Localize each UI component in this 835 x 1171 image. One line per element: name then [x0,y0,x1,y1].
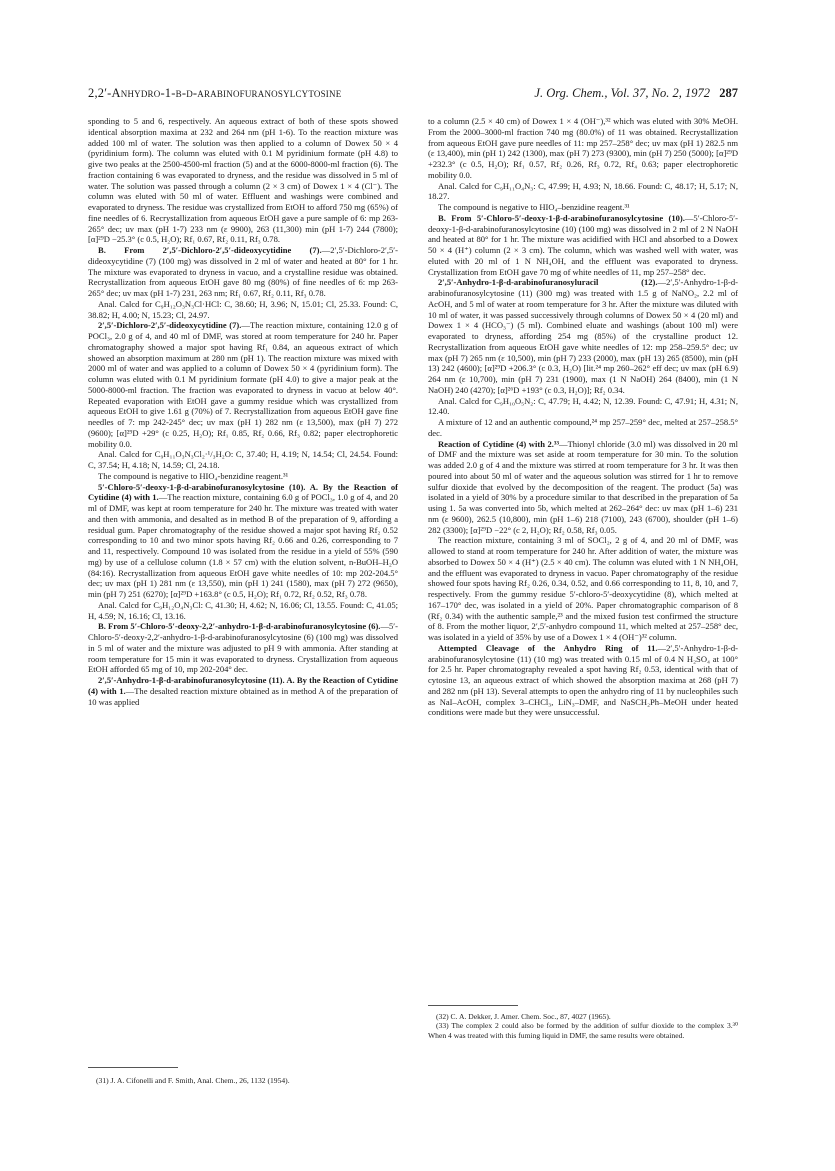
footnote: (32) C. A. Dekker, J. Amer. Chem. Soc., 87, 4027 (1965). [436,1012,611,1021]
paragraph-text: —The desalted reaction mixture obtained as in method A of the preparation of 10 was applied [88,685,399,707]
paragraph: to a column (2.5 × 40 cm) of Dowex 1 × 4 (OH⁻),³² which was eluted with 30% MeOH. From the 2000–3000-ml fraction 740 mg (80.0%) of 11 was obtained. Recrystallization from aqueous EtOH gave pure needles of 11: mp 257–258° dec; uv max (pH 1) 282.5 nm (ε 13,400), min (pH 1) 242 (1300), max (pH 7) 273 (9300), min (pH 7) 250 (5000); [α]²⁹D +232.3° (c 0.5, H₂O); Rf₁ 0.57, Rf₂ 0.26, Rf₃ 0.72, Rf₄ 0.63; paper electrophoretic mobility 0.0. [428,116,738,180]
paragraph: The compound is negative to HIO₄-benzidine reagent.³¹ [98,470,289,481]
paragraph: sponding to 5 and 6, respectively. An aqueous extract of both of these spots showed identical absorption maxima at 232 and 264 nm (pH 1-6). To the reaction mixture was added 100 ml of water. The solution was then applied to a column of Dowex 50 × 4 (pyridinium form). The column was eluted with 0.1 M pyridinium formate (pH 4.8) to give two peaks at the 2500-4500-ml fraction (5) and at the 6000-8000-ml fraction (6). The fraction containing 6 was evaporated to dryness, and the residue was dissolved in 5 ml of water. The solution was passed through a column (2 × 3 cm) of Dowex 1 × 4 (Cl⁻). The column was eluted with 50 ml of water. Effluent and washings were combined and evaporated to dryness. The residue was crystallized from EtOH to afford 750 mg (65%) of fine needles of 6. Recrystallization from aqueous EtOH gave a pure sample of 6: mp 263-265° dec; uv max (pH 1-7) 233 nm (ε 9900), 263 (11,300) min (pH 1-7) 244 (7800); [α]²⁹D −25.3° (c 0.5, H₂O); Rf₁ 0.67, Rf₂ 0.11, Rf₃ 0.78. [88,116,398,245]
paragraph [88,320,398,449]
paragraph-text: —2′,5′-Anhydro-1-β-d-arabinofuranosylcytosine (11) (300 mg) was treated with 1.5 g of NaNO₂, 2.2 ml of AcOH, and 5 ml of water at room temperature for 3 hr. After the mixture was diluted with 10 ml of water, it was passed successively through columns of Dowex 50 × 4 (20 ml) and Dowex 1 × 4 (HCO₃⁻) (5 ml). Combined eluate and washings (about 100 ml) were evaporated to dryness, affording 254 mg (85%) of the crystalline product 12. Recrystallization from aqueous EtOH gave white needles of 12: mp 258–259.5° dec; uv max (pH 7) 265 nm (ε 10,500), min (pH 7) 233 (2000), max (pH 13) 265 (8500), min (pH 13) 242 (4600); [α]²⁹D +206.3° (c 0.3, H₂O) [lit.²⁴ mp 260–262° eff dec; uv max (pH 6.9) 264 nm (ε 10,700), min (pH 7) 231 (1900), max (1 N NaOH) 264 (8400), min (1 N NaOH) 240 (4270); [α]²⁶D +193° (c 0.3, H₂O)]; Rf₂ 0.34. [428,277,738,395]
paragraph-text: —2′,5′-Dichloro-2′,5′-dideoxycytidine (7) (100 mg) was dissolved in 2 ml of water and heated at 80° for 1 hr. The mixture was evaporated to dryness in vacuo, and a crystalline residue was obtained. Recrystallization from aqueous EtOH gave 80 mg (80%) of fine needles of 6: mp 263-265° dec; uv max (pH 1-7) 231, 263 nm; Rf₁ 0.67, Rf₂ 0.11, Rf₃ 0.78. [88,245,398,298]
paragraph-text: —Thionyl chloride (3.0 ml) was dissolved in 20 ml of DMF and the mixture was set aside at room temperature for 30 min. To the solution was added 2.0 g of 4 and the mixture was stirred at room temperature for 3 hr. It was then poured into about 50 ml of water and the aqueous solution was stirred for 1 hr to remove sulfur dioxide that evolved by the decomposition of the reagent. The product (5a) was isolated in a yield of 30% by a procedure similar to that described in the preparation of 5a using 1. 5a was converted into 5b, which melted at 262–264° dec: uv max (pH 1–6) 231 nm (ε 9600), 262.5 (10,800), min (pH 1–6) 218 (7100), 243 (6700), shoulder (pH 1–6) 282 (3300); [α]²⁹D −22° (c 2, H₂O); Rf₂ 0.58, Rf₃ 0.05. [428,438,739,535]
left-column [88,116,398,707]
paragraph-text: —2′,5′-Anhydro-1-β-d-arabinofuranosylcytosine (11) (10 mg) was treated with 0.15 ml of 0.4 N H₂SO₄ at 100° for 2.5 hr. Paper chromatography revealed a spot having Rf₂ 0.53, identical with that of cytosine 13, an aqueous extract of which showed the absorption maxima at 268 (pH 7) and 282 nm (pH 13). Several attempts to open the anhydro ring of 11 by nucleophiles such as NaI–AcOH, complex 3–CHCl₃, LiN₃–DMF, and NaSCH₂Ph–MeOH under heated conditions were made but they were unsuccessful. [428,642,738,718]
paragraph [428,439,738,536]
paragraph-text: —The reaction mixture, containing 12.0 g of POCl₃, 2.0 g of 4, and 40 ml of DMF, was stored at room temperature for 240 hr. Paper chromatography showed a major spot having Rf₁ 0.84, an aqueous extract of which showed an absorption maximum at 280 nm (pH 1). The reaction mixture was mixed with 2000 ml of water and was applied to a column of Dowex 50 × 4 (pyridinium form). The column was eluted with 0.1 M pyridinium formate (pH 4.0) to give a major peak at the 5000-8000-ml fraction. The fraction was evaporated to dryness in vacuo at below 40°. Repeated evaporation with EtOH gave a gummy residue which was crystallized from aqueous EtOH to give 1.61 g (70%) of 7. Recrystallization from aqueous EtOH gave fine needles of 7: mp 242-245° dec; uv max (pH 1) 282 nm (ε 13,500), max (pH 7) 272 (9600); [α]²⁹D +29° (c 0.25, H₂O); Rf₁ 0.85, Rf₂ 0.66, Rf₃ 0.82; paper electrophoretic mobility 0.0. [88,320,399,449]
paragraph [88,621,398,675]
section-heading: Attempted Cleavage of the Anhydro Ring of 11. [438,642,658,653]
section-heading: 5′-Chloro-5′-deoxy-1-β-d-arabinofuranosylcytosine (10). A. By the Reaction of Cytidine (4) with 1. [88,481,398,503]
section-heading: Reaction of Cytidine (4) with 2.³³ [438,438,560,449]
paragraph: Anal. Calcd for C₉H₁₂O₃N₃Cl·HCl: C, 38.60; H, 3.96; N, 15.01; Cl, 25.33. Found: C, 38.82; H, 4.00; N, 15.23; Cl, 24.97. [88,298,398,320]
paragraph [88,245,398,299]
footnotes-right [428,1012,738,1040]
footnote-rule [428,1005,518,1006]
section-heading: 2′,5′-Dichloro-2′,5′-dideoxycytidine (7). [98,320,242,331]
paragraph [88,675,398,707]
section-heading: B. From 2′,5′-Dichloro-2′,5′-dideoxycytidine (7). [98,245,322,255]
paragraph: Anal. Calcd for C₉H₁₁O₃N₃Cl₂·¹/₃H₂O: C, 37.40; H, 4.19; N, 14.54; Cl, 24.54. Found: C, 37.54; H, 4.18; N, 14.59; Cl, 24.18. [88,449,398,470]
footnote-rule [88,1067,178,1068]
running-title: 2,2′-Anhydro-1-β-d-arabinofuranosylcytosine [88,86,342,100]
paragraph: The reaction mixture, containing 3 ml of SOCl₂, 2 g of 4, and 20 ml of DMF, was allowed to stand at room temperature for 240 hr. After addition of water, the mixture was absorbed to Dowex 50 × 4 (H⁺) (2.5 × 40 cm). The column was eluted with 1 N NH₄OH, and the effluent was evaporated to dryness in vacuo. Paper chromatography of the residue showed four spots having Rf₂ 0.26, 0.34, 0.52, and 0.66 corresponding to 11, 8, 10, and 7, respectively. From the gummy residue 5′-chloro-5′-deoxycytidine (8), which melted at 167–170° dec, was isolated in a yield of 20%. Paper chromatographic comparison of 8 (Rf₂ 0.34) with the authentic sample,²³ and the mixed fusion test confirmed the structure of 8. From the mother liquor, 2′,5′-anhydro compound 11, which melted at 257–258° dec, was isolated in a yield of 35% by use of a Dowex 1 × 4 (OH⁻)³² column. [428,535,738,642]
paragraph [428,643,738,718]
section-heading: B. From 5′-Chloro-5′-deoxy-2,2′-anhydro-1-β-d-arabinofuranosylcytosine (6). [98,621,381,632]
section-heading: 2′,5′-Anhydro-1-β-d-arabinofuranosyluracil (12). [438,277,658,288]
paragraph [88,482,398,600]
paragraph [428,213,738,278]
section-heading: B. From 5′-Chloro-5′-deoxy-1-β-d-arabinofuranosylcytosine (10). [438,212,685,223]
journal-citation: J. Org. Chem., Vol. 37, No. 2, 1972 [534,86,710,100]
right-column [428,116,738,718]
section-heading: 2′,5′-Anhydro-1-β-d-arabinofuranosylcytosine (11). A. By the Reaction of Cytidine (4) with 1. [88,675,398,696]
paragraph: Anal. Calcd for C₉H₁₁O₄N₃: C, 47.99; H, 4.93; N, 18.66. Found: C, 48.17; H, 5.17; N, 18.27. [428,180,738,202]
paragraph: Anal. Calcd for C₉H₁₀O₅N₂: C, 47.79; H, 4.42; N, 12.39. Found: C, 47.91; H, 4.31; N, 12.40. [428,395,738,417]
footnote: (33) The complex 2 could also be formed by the addition of sulfur dioxide to the complex 3.³⁰ When 4 was treated with this fuming liquid in DMF, the same results were obtained. [428,1021,738,1040]
footnote: (31) J. A. Cifonelli and F. Smith, Anal. Chem., 26, 1132 (1954). [96,1076,290,1085]
page-number: 287 [719,86,738,100]
paragraph-text: —The reaction mixture, containing 6.0 g of POCl₃, 1.0 g of 4, and 20 ml of DMF, was kept at room temperature for 240 hr. The mixture was treated with water and then with ammonia, and desalted as in method B of the preparation of 9, affording a residual gum. Paper chromatography of the residue showed a major spot having Rf₂ 0.52 corresponding to 10 and two minor spots having Rf₂ 0.66 and 0.26, corresponding to 7 and 11, respectively. Compound 10 was isolated from the residue in a yield of 55% (590 mg) by use of a cellulose column (1.8 × 57 cm) with the elution solvent, n-BuOH–H₂O (84:16). Recrystallization from aqueous EtOH gave white needles of 10: mp 202-204.5° dec; uv max (pH 1) 281 nm (ε 13,550), min (pH 1) 241 (1580), max (pH 7) 272 (9650), min (pH 7) 251 (6270); [α]²⁹D +163.8° (c 0.5, H₂O); Rf₁ 0.72, Rf₂ 0.52, Rf₃ 0.78. [88,492,398,599]
paragraph: A mixture of 12 and an authentic compound,²⁴ mp 257–259° dec, melted at 257–258.5° dec. [428,417,738,438]
paragraph-text: —5′-Chloro-5′-deoxy-1-β-d-arabinofuranosylcytosine (10) (100 mg) was dissolved in 2 ml of 2 N NaOH and heated at 80° for 1 hr. The mixture was acidified with HCl and absorbed to a Dowex 50 × 4 (H⁺) column (2 × 3 cm). The column, which was washed well with water, was eluted with 20 ml of 1 N NH₄OH, and the effluent was evaporated to dryness. Crystallization from EtOH gave 70 mg of white needles of 11, mp 257–258° dec. [428,212,738,277]
paragraph [428,277,738,395]
paragraph-text: —5′-Chloro-5′-deoxy-2,2′-anhydro-1-β-d-arabinofuranosylcytosine (6) (100 mg) was dissolved in 5 ml of water and the mixture was adjusted to pH 9 with ammonia. After standing at room temperature for 15 min it was evaporated to dryness. Crystallization from aqueous EtOH afforded 65 mg of 10, mp 202-204° dec. [88,621,398,675]
paragraph: The compound is negative to HIO₄–benzidine reagent.³¹ [438,202,630,212]
footnotes-left [88,1076,398,1085]
paragraph: Anal. Calcd for C₉H₁₂O₄N₃Cl: C, 41.30; H, 4.62; N, 16.06; Cl, 13.55. Found: C, 41.05; H, 4.59; N, 16.16; Cl, 13.16. [88,599,398,621]
page-header [88,86,738,108]
